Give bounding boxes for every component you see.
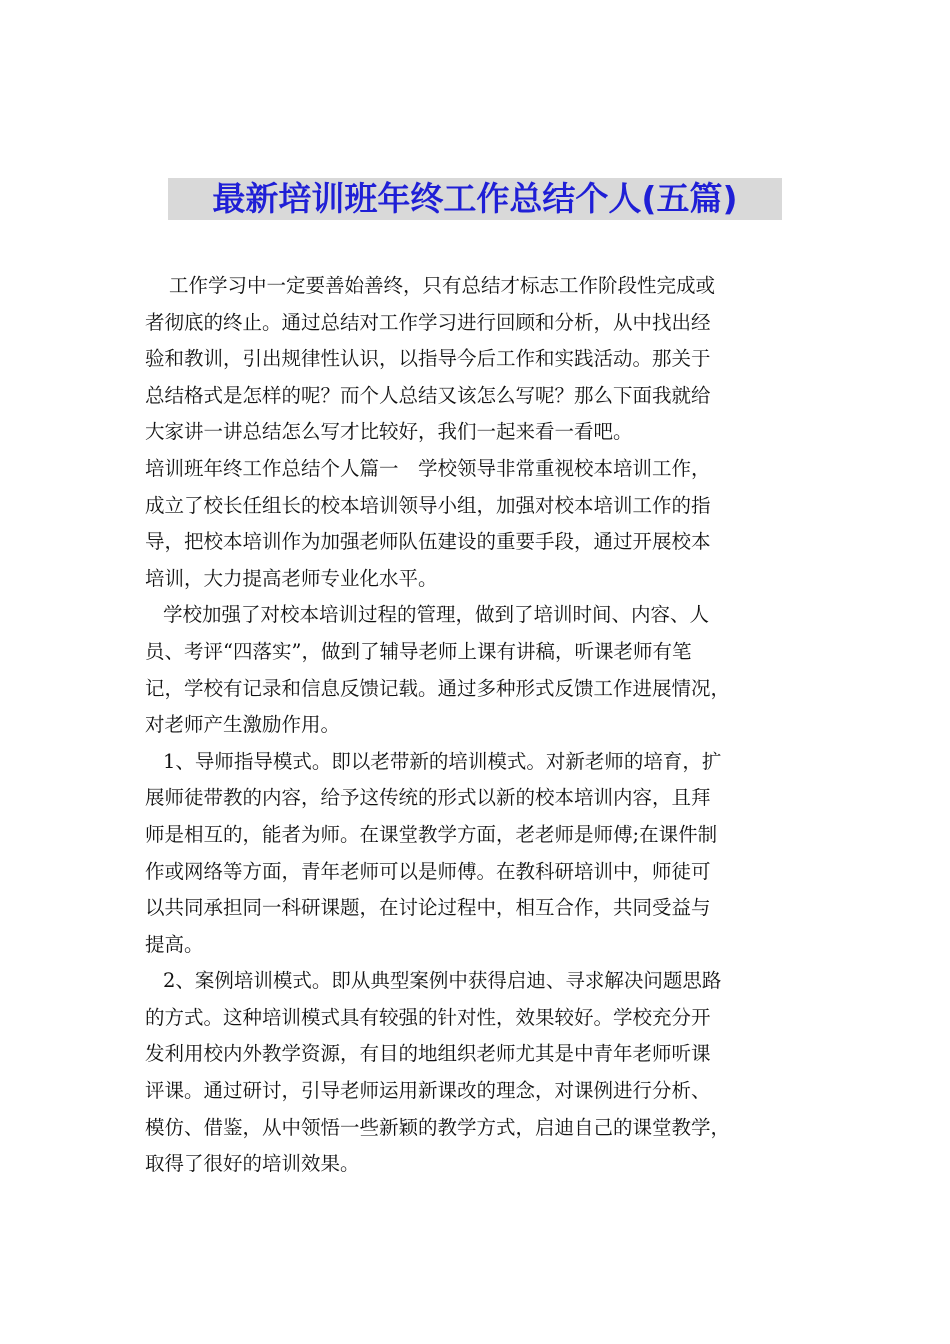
body-line: 取得了很好的培训效果。 [145, 1152, 360, 1176]
body-line: 模仿、借鉴，从中领悟一些新颖的教学方式，启迪自己的课堂教学， [145, 1115, 731, 1139]
body-line: 员、考评“四落实”，做到了辅导老师上课有讲稿，听课老师有笔 [145, 639, 692, 663]
document-body [145, 268, 810, 1183]
body-line: 成立了校长任组长的校本培训领导小组，加强对校本培训工作的指 [145, 493, 711, 517]
body-line: 导，把校本培训作为加强老师队伍建设的重要手段，通过开展校本 [145, 530, 711, 554]
body-line: 者彻底的终止。通过总结对工作学习进行回顾和分析，从中找出经 [145, 310, 711, 334]
body-line: 验和教训，引出规律性认识，以指导今后工作和实践活动。那关于 [145, 347, 711, 371]
body-line: 记，学校有记录和信息反馈记载。通过多种形式反馈工作进展情况， [145, 676, 731, 700]
body-line: 学校加强了对校本培训过程的管理，做到了培训时间、内容、人 [163, 603, 710, 627]
body-line: 提高。 [145, 932, 204, 956]
body-line: 培训班年终工作总结个人篇一 学校领导非常重视校本培训工作， [145, 456, 711, 480]
body-line: 师是相互的，能者为师。在课堂教学方面，老老师是师傅;在课件制 [145, 822, 718, 846]
body-line: 对老师产生激励作用。 [145, 713, 341, 737]
body-line: 评课。通过研讨，引导老师运用新课改的理念，对课例进行分析、 [145, 1079, 711, 1103]
body-line: 培训，大力提高老师专业化水平。 [145, 566, 438, 590]
body-line: 大家讲一讲总结怎么写才比较好，我们一起来看一看吧。 [145, 420, 633, 444]
document-title: 最新培训班年终工作总结个人(五篇) [168, 178, 782, 220]
body-line: 以共同承担同一科研课题，在讨论过程中，相互合作，共同受益与 [145, 896, 711, 920]
body-line: 作或网络等方面，青年老师可以是师傅。在教科研培训中，师徒可 [145, 859, 711, 883]
body-line: 总结格式是怎样的呢？而个人总结又该怎么写呢？那么下面我就给 [145, 383, 711, 407]
body-line: 工作学习中一定要善始善终，只有总结才标志工作阶段性完成或 [169, 274, 716, 297]
body-line: 2、案例培训模式。即从典型案例中获得启迪、寻求解决问题思路 [163, 969, 722, 993]
body-line: 的方式。这种培训模式具有较强的针对性，效果较好。学校充分开 [145, 1005, 711, 1029]
body-line: 展师徒带教的内容，给予这传统的形式以新的校本培训内容，且拜 [145, 786, 711, 810]
body-line: 1、导师指导模式。即以老带新的培训模式。对新老师的培育，扩 [163, 749, 722, 773]
body-line: 发利用校内外教学资源，有目的地组织老师尤其是中青年老师听课 [145, 1042, 711, 1066]
